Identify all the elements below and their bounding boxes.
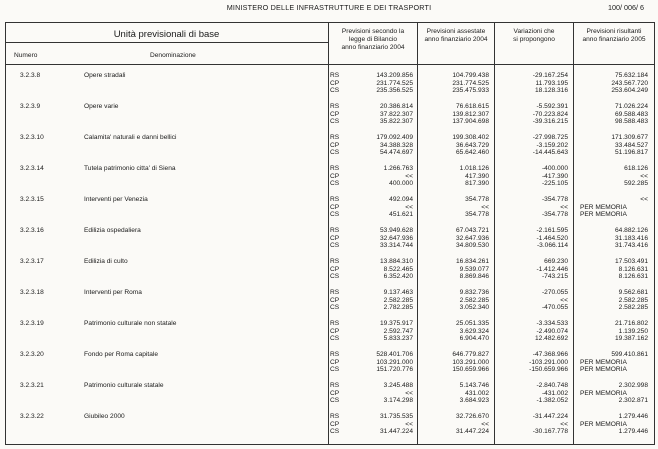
- value-col1: 35.822.307: [379, 118, 413, 126]
- value-col3: -354.778: [541, 211, 568, 219]
- value-col2: 16.834.261: [455, 258, 489, 265]
- value-col3: -30.167.778: [532, 428, 568, 436]
- value-col4: 2.582.285: [618, 296, 648, 304]
- row-number: 3.2.3.18: [20, 289, 44, 296]
- row-type-code: RS: [330, 103, 340, 110]
- row-type-code: CS: [330, 428, 340, 436]
- value-col3: -270.055: [541, 289, 568, 296]
- value-col3: 11.793.195: [535, 79, 568, 87]
- row-denominazione: Fondo per Roma capitale: [84, 351, 159, 358]
- value-col3: -431.002: [541, 389, 568, 397]
- value-col2: 25.051.335: [455, 320, 489, 327]
- value-col4: <<: [640, 172, 648, 180]
- col-divider: [417, 22, 418, 445]
- row-type-code: CP: [330, 265, 340, 273]
- value-col2: 235.475.933: [452, 87, 489, 95]
- value-col4: 2.302.871: [618, 397, 648, 405]
- value-col2: 9.539.077: [459, 265, 489, 273]
- row-type-code: CP: [330, 172, 340, 180]
- value-col3: 18.128.316: [534, 87, 568, 95]
- value-col1: 179.092.409: [376, 134, 413, 141]
- value-col2: 36.643.729: [455, 141, 489, 149]
- value-col3: <<: [560, 203, 568, 211]
- value-col1: 151.720.776: [376, 366, 413, 374]
- row-denominazione: Giubileo 2000: [84, 413, 125, 420]
- value-col1: 3.174.298: [383, 397, 413, 405]
- row-denominazione: Edilizia ospedaliera: [84, 227, 141, 234]
- value-col3: <<: [560, 296, 568, 304]
- value-col3: -354.778: [541, 196, 568, 203]
- row-type-code: CS: [330, 273, 340, 281]
- value-col4: 599.410.861: [611, 351, 648, 358]
- value-col1: <<: [405, 172, 413, 180]
- value-col1: 20.386.814: [379, 103, 413, 110]
- page-reference: 100/ 006/ 6: [608, 3, 644, 12]
- value-col4: 2.302.998: [618, 382, 648, 389]
- value-col3: 12.482.692: [534, 335, 568, 343]
- row-type-code: CP: [330, 296, 340, 304]
- value-col1: 492.094: [389, 196, 413, 203]
- value-col1: 54.474.697: [379, 149, 413, 157]
- value-col4: 253.604.249: [611, 87, 648, 95]
- value-col2: 65.642.460: [455, 149, 489, 157]
- value-col2: 431.002: [465, 389, 489, 397]
- row-type-code: RS: [330, 320, 340, 327]
- col-divider: [494, 22, 495, 445]
- value-col4: 64.882.126: [614, 227, 648, 234]
- row-type-code: CS: [330, 242, 340, 250]
- row-type-code: CS: [330, 180, 340, 188]
- row-type-code: CS: [330, 397, 340, 405]
- row-number: 3.2.3.9: [20, 103, 41, 110]
- row-type-code: CP: [330, 420, 340, 428]
- value-col2: 5.143.746: [459, 382, 489, 389]
- row-type-code: CS: [330, 149, 340, 157]
- row-type-code: CP: [330, 327, 340, 335]
- row-number: 3.2.3.20: [20, 351, 44, 358]
- value-col2: 3.684.923: [459, 397, 489, 405]
- value-col4: 98.588.483: [614, 118, 648, 126]
- value-col2: 646.779.827: [452, 351, 489, 358]
- value-col1: 53.949.628: [379, 227, 413, 234]
- row-type-code: RS: [330, 258, 340, 265]
- value-col4: 2.582.285: [618, 304, 648, 312]
- row-type-code: CP: [330, 79, 340, 87]
- value-col3: -3.066.114: [536, 242, 568, 250]
- ministry-title: MINISTERO DELLE INFRASTRUTTURE E DEI TRASPORTI: [226, 3, 432, 12]
- row-type-code: RS: [330, 413, 340, 420]
- value-col3: -743.215: [541, 273, 568, 281]
- value-col1: 528.401.706: [376, 351, 413, 358]
- row-number: 3.2.3.21: [20, 382, 44, 389]
- row-number: 3.2.3.15: [20, 196, 44, 203]
- value-col4: 1.279.446: [618, 428, 648, 436]
- header-divider: [5, 42, 328, 43]
- value-col3: -31.447.224: [532, 413, 568, 420]
- row-number: 3.2.3.22: [20, 413, 44, 420]
- value-col4: 9.562.681: [618, 289, 648, 296]
- value-col2: 31.447.224: [455, 428, 489, 436]
- value-col4: 51.196.817: [614, 149, 648, 157]
- value-col3: -1.464.520: [536, 234, 568, 242]
- value-col1: 235.356.525: [376, 87, 413, 95]
- row-number: 3.2.3.10: [20, 134, 44, 141]
- value-col3: <<: [560, 420, 568, 428]
- value-col2: 76.618.615: [455, 103, 489, 110]
- row-type-code: RS: [330, 165, 340, 172]
- value-col1: 451.621: [389, 211, 413, 219]
- value-col4: 243.567.720: [611, 79, 648, 87]
- value-col1: <<: [405, 389, 413, 397]
- value-col2: 32.647.936: [455, 234, 489, 242]
- value-col3: -225.105: [541, 180, 568, 188]
- value-col3: -47.368.966: [532, 351, 568, 358]
- value-col4: 19.387.162: [614, 335, 648, 343]
- row-type-code: CS: [330, 211, 340, 219]
- value-col1: 31.447.224: [379, 428, 413, 436]
- value-col3: -1.382.052: [536, 397, 568, 405]
- row-type-code: RS: [330, 227, 340, 234]
- value-col4: 592.285: [624, 180, 648, 188]
- value-col2: 2.582.285: [459, 296, 489, 304]
- value-col1: 231.774.525: [376, 79, 413, 87]
- value-col2: 34.809.530: [455, 242, 489, 250]
- col-divider: [328, 22, 329, 445]
- value-col4: 17.503.491: [614, 258, 648, 265]
- value-col4: PER MEMORIA: [580, 389, 627, 397]
- value-col3: -2.840.748: [536, 382, 568, 389]
- col-numero-header: Numero: [14, 52, 38, 59]
- value-col2: 8.869.846: [459, 273, 489, 281]
- row-number: 3.2.3.8: [20, 72, 41, 79]
- value-col2: <<: [481, 203, 489, 211]
- value-col4: 69.588.483: [614, 110, 648, 118]
- value-col1: 2.782.285: [383, 304, 413, 312]
- value-col4: 21.716.802: [614, 320, 648, 327]
- value-col3: -1.412.446: [536, 265, 568, 273]
- row-denominazione: Patrimonio culturale non statale: [84, 320, 177, 327]
- row-denominazione: Opere varie: [84, 103, 119, 110]
- value-col2: 104.799.438: [452, 72, 489, 79]
- col4-header: Previsioni risultanti anno finanziario 2005: [582, 28, 646, 43]
- value-col2: 9.832.736: [459, 289, 489, 296]
- value-col1: <<: [405, 420, 413, 428]
- value-col4: 8.126.631: [618, 273, 648, 281]
- value-col2: 817.390: [465, 180, 489, 188]
- value-col4: 171.309.677: [611, 134, 648, 141]
- value-col4: PER MEMORIA: [580, 420, 627, 428]
- value-col1: 9.137.463: [383, 289, 413, 296]
- col-divider: [573, 22, 574, 445]
- row-denominazione: Interventi per Venezia: [84, 196, 148, 203]
- row-type-code: CS: [330, 335, 340, 343]
- row-denominazione: Opere stradali: [84, 72, 126, 79]
- header-bottom-line: [5, 64, 655, 65]
- value-col1: 37.822.307: [379, 110, 413, 118]
- row-type-code: RS: [330, 351, 340, 358]
- col-denominazione-header: Denominazione: [150, 52, 196, 59]
- row-number: 3.2.3.17: [20, 258, 44, 265]
- value-col3: -29.167.254: [532, 72, 568, 79]
- value-col4: 1.139.250: [618, 327, 648, 335]
- value-col1: 31.735.535: [379, 413, 413, 420]
- value-col1: 32.647.936: [379, 234, 413, 242]
- value-col2: 199.308.402: [452, 134, 489, 141]
- value-col1: 6.352.420: [383, 273, 413, 281]
- value-col2: 3.052.340: [459, 304, 489, 312]
- value-col1: 2.582.285: [383, 296, 413, 304]
- row-denominazione: Tutela patrimonio citta' di Siena: [84, 165, 176, 172]
- value-col2: <<: [481, 420, 489, 428]
- row-type-code: CP: [330, 141, 340, 149]
- value-col3: 669.230: [544, 258, 568, 265]
- value-col3: -3.159.202: [536, 141, 568, 149]
- value-col1: 2.592.747: [383, 327, 413, 335]
- value-col3: -39.316.215: [532, 118, 568, 126]
- value-col2: 3.629.324: [459, 327, 489, 335]
- value-col3: -2.161.595: [536, 227, 568, 234]
- row-number: 3.2.3.16: [20, 227, 44, 234]
- value-col4: PER MEMORIA: [580, 358, 627, 366]
- row-denominazione: Edilizia di culto: [84, 258, 128, 265]
- value-col2: 354.778: [465, 211, 489, 219]
- value-col4: PER MEMORIA: [580, 366, 627, 374]
- value-col3: -3.334.533: [536, 320, 568, 327]
- value-col4: 33.484.527: [614, 141, 648, 149]
- row-type-code: CS: [330, 118, 340, 126]
- row-type-code: RS: [330, 382, 340, 389]
- value-col3: -14.445.643: [532, 149, 568, 157]
- row-type-code: CS: [330, 366, 340, 374]
- row-number: 3.2.3.19: [20, 320, 44, 327]
- value-col2: 150.659.966: [452, 366, 489, 374]
- value-col1: 34.388.328: [379, 141, 413, 149]
- row-number: 3.2.3.14: [20, 165, 44, 172]
- value-col2: 231.774.525: [452, 79, 489, 87]
- row-denominazione: Calamita' naturali e danni bellici: [84, 134, 177, 141]
- value-col4: 75.632.184: [614, 72, 648, 79]
- value-col1: 400.000: [389, 180, 413, 188]
- value-col4: PER MEMORIA: [580, 211, 627, 219]
- value-col1: 5.833.237: [383, 335, 413, 343]
- row-type-code: RS: [330, 134, 340, 141]
- col1-header: Previsioni secondo la legge di Bilancio anno finanziario 2004: [341, 28, 405, 51]
- value-col3: -417.390: [541, 172, 568, 180]
- group-title: Unità previsionali di base: [113, 29, 220, 40]
- value-col4: 31.183.416: [614, 234, 648, 242]
- value-col4: PER MEMORIA: [580, 203, 627, 211]
- value-col1: 19.375.917: [379, 320, 413, 327]
- value-col1: 143.209.856: [376, 72, 413, 79]
- value-col2: 103.291.000: [452, 358, 489, 366]
- value-col2: 32.726.670: [455, 413, 489, 420]
- value-col4: 31.743.416: [614, 242, 648, 250]
- row-type-code: CP: [330, 389, 340, 397]
- value-col2: 139.812.307: [452, 110, 489, 118]
- row-type-code: CP: [330, 234, 340, 242]
- col2-header: Previsioni assestate anno finanziario 2004: [424, 28, 488, 43]
- value-col1: <<: [405, 203, 413, 211]
- row-type-code: CS: [330, 304, 340, 312]
- value-col2: 417.390: [465, 172, 489, 180]
- row-denominazione: Patrimonio culturale statale: [84, 382, 164, 389]
- col3-header: Variazioni che si propongono: [513, 28, 555, 43]
- value-col1: 13.884.310: [379, 258, 413, 265]
- row-denominazione: Interventi per Roma: [84, 289, 142, 296]
- value-col2: 67.043.721: [455, 227, 489, 234]
- value-col3: -470.055: [541, 304, 568, 312]
- value-col2: 1.018.126: [459, 165, 489, 172]
- value-col1: 1.266.763: [383, 165, 413, 172]
- row-type-code: RS: [330, 72, 340, 79]
- value-col1: 33.314.744: [379, 242, 413, 250]
- value-col3: -5.592.391: [536, 103, 568, 110]
- value-col3: -27.998.725: [532, 134, 568, 141]
- value-col3: -150.659.966: [529, 366, 568, 374]
- value-col3: -400.000: [541, 165, 568, 172]
- row-type-code: CS: [330, 87, 340, 95]
- value-col4: 1.279.446: [618, 413, 648, 420]
- value-col4: 8.126.631: [618, 265, 648, 273]
- value-col2: 137.904.698: [452, 118, 489, 126]
- row-type-code: CP: [330, 110, 340, 118]
- row-type-code: CP: [330, 203, 340, 211]
- value-col1: 103.291.000: [376, 358, 413, 366]
- value-col3: -2.490.074: [536, 327, 568, 335]
- value-col2: 354.778: [465, 196, 489, 203]
- value-col3: -70.223.824: [532, 110, 568, 118]
- value-col1: 8.522.465: [383, 265, 413, 273]
- row-type-code: CP: [330, 358, 340, 366]
- value-col4: <<: [640, 196, 648, 203]
- row-type-code: RS: [330, 289, 340, 296]
- row-type-code: RS: [330, 196, 340, 203]
- value-col3: -103.291.000: [529, 358, 568, 366]
- value-col4: 71.026.224: [614, 103, 648, 110]
- value-col2: 6.904.470: [459, 335, 489, 343]
- value-col1: 3.245.488: [383, 382, 413, 389]
- value-col4: 618.126: [624, 165, 648, 172]
